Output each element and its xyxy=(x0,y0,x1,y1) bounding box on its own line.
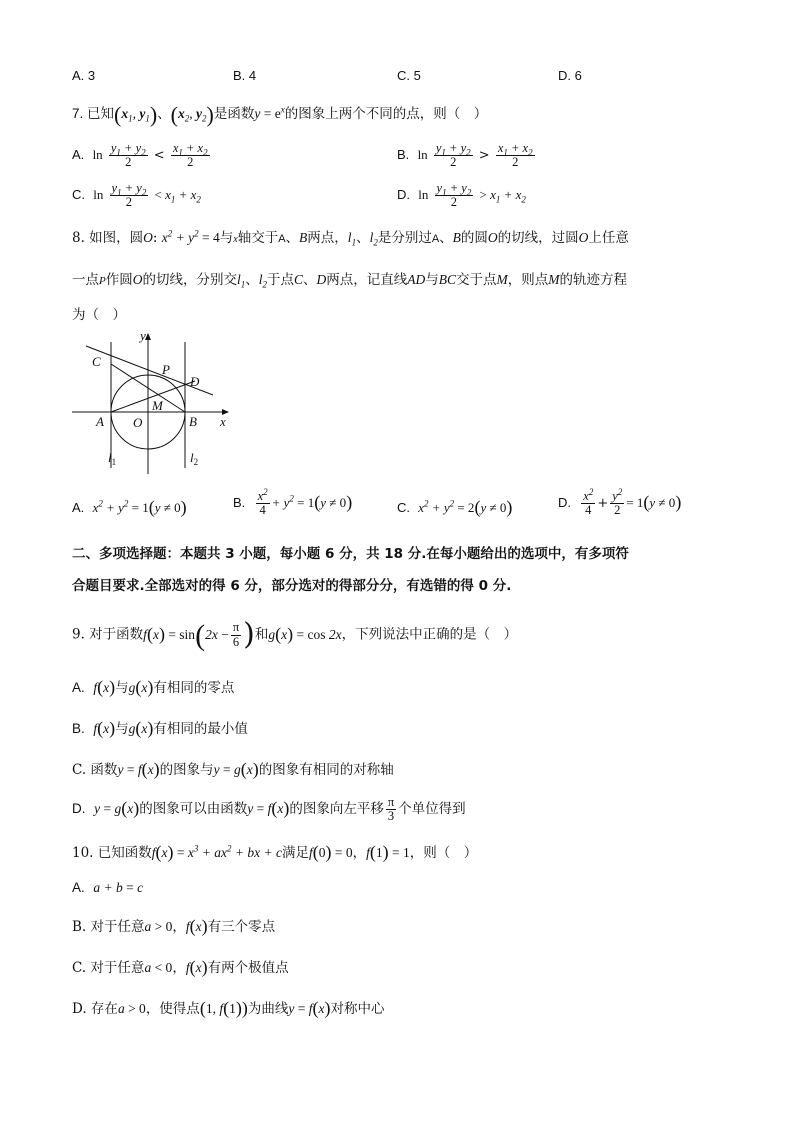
q6-option-b: B. 4 xyxy=(233,68,257,83)
label-p: P xyxy=(162,362,170,377)
label-y: y xyxy=(140,328,146,343)
q6-option-d: D. 6 xyxy=(558,68,582,83)
label-d: D xyxy=(190,374,200,389)
q10-stem: 10. 已知函数$f(x) = x^3 + ax^2$ + bx + c满足f(0) = 0，f(1) = 1，则（ ） xyxy=(72,842,478,862)
q8-stem-line-2: 一点P作圆O的切线，分别交$l_1$、$l_2$于点C、D两点，记直线AD与BC交于点M，则点M的轨迹方程 xyxy=(72,272,628,290)
q7-stem: 7. 已知($x_1$, $y_1$)、($x_2$, $y_2$)是函数$y = e^x$的图象上两个不同的点，则（ ） xyxy=(72,102,488,127)
q10-option-c: C. 对于任意a < 0，f(x)有两个极值点 xyxy=(72,957,289,977)
q7-option-a: A. ln $\frac{y_1 + y_2}{2}$ < $\frac{x_1 + x_2}{2}$ xyxy=(72,141,208,170)
label-x: x xyxy=(220,414,226,429)
label-c: C xyxy=(92,354,101,369)
q10-option-b: B. 对于任意a > 0，f(x)有三个零点 xyxy=(72,916,276,936)
q10-option-a: A. a + b = c xyxy=(72,880,144,895)
q6-option-a: A. 3 xyxy=(72,68,96,83)
q8-option-c: C. $x^2 + y^2 = 2(y \ne 0)$ xyxy=(397,497,513,517)
q7-option-b: B. ln $\frac{y_1 + y_2}{2}$ > $\frac{x_1 + x_2}{2}$ xyxy=(397,141,533,170)
label-m: M xyxy=(152,398,163,413)
q9-stem: 9. 对于函数f(x) = sin(2x − $\frac{\pi}{6}$ )和g(x) = cos 2x，下列说法中正确的是（ ） xyxy=(72,617,518,652)
q10-option-d: D. 存在a > 0，使得点(1, f(1))为曲线y = f(x)对称中心 xyxy=(72,998,385,1018)
section-2-heading-line-2: 合题目要求.全部选对的得 6 分，部分选对的得部分分，有选错的得 0 分. xyxy=(72,578,512,594)
q6-option-c: C. 5 xyxy=(397,68,421,83)
q9-option-d: D. y = g(x)的图象可以由函数y = f(x)的图象向左平移 $\frac{\pi}{3}$ 个单位得到 xyxy=(72,795,466,824)
section-2-heading-line-1: 二、多项选择题：本题共 3 小题，每小题 6 分，共 18 分.在每小题给出的选项中，有多项符 xyxy=(72,546,629,562)
q9-option-b: B. f(x)与g(x)有相同的最小值 xyxy=(72,718,248,738)
q8-option-b: B. $\frac{x^2}{4}$ + $y^2 = 1(y \ne 0)$ xyxy=(233,486,353,518)
label-a: A xyxy=(96,414,104,429)
q9-option-c: C. 函数y = f(x)的图象与y = g(x)的图象有相同的对称轴 xyxy=(72,759,394,779)
q8-stem-line-3: 为（ ） xyxy=(72,307,126,323)
q8-stem-line-1: 8. 如图，圆O: $x^2 + y^2 = 4$与x轴交于A、B两点，$l_1$、$l_2$是分别过A、B的圆O的切线，过圆O上任意 xyxy=(72,228,629,248)
q7-option-c: C. ln $\frac{y_1 + y_2}{2}$ < $x_1 + x_2$ xyxy=(72,181,201,210)
label-o: O xyxy=(133,415,143,430)
q9-option-a: A. f(x)与g(x)有相同的零点 xyxy=(72,677,235,697)
q7-option-d: D. ln $\frac{y_1 + y_2}{2}$ > $x_1 + x_2$ xyxy=(397,181,526,210)
q8-figure xyxy=(70,328,240,478)
q8-option-a: A. $x^2 + y^2 = 1(y \ne 0)$ xyxy=(72,497,187,517)
q8-option-d: D. $\frac{x^2}{4}$ + $\frac{y^2}{2}$ = 1(y ≠ 0) xyxy=(558,486,682,518)
label-b: B xyxy=(189,414,197,429)
label-l2: $l_2$ xyxy=(190,450,199,467)
label-l1: $l_1$ xyxy=(108,450,117,467)
